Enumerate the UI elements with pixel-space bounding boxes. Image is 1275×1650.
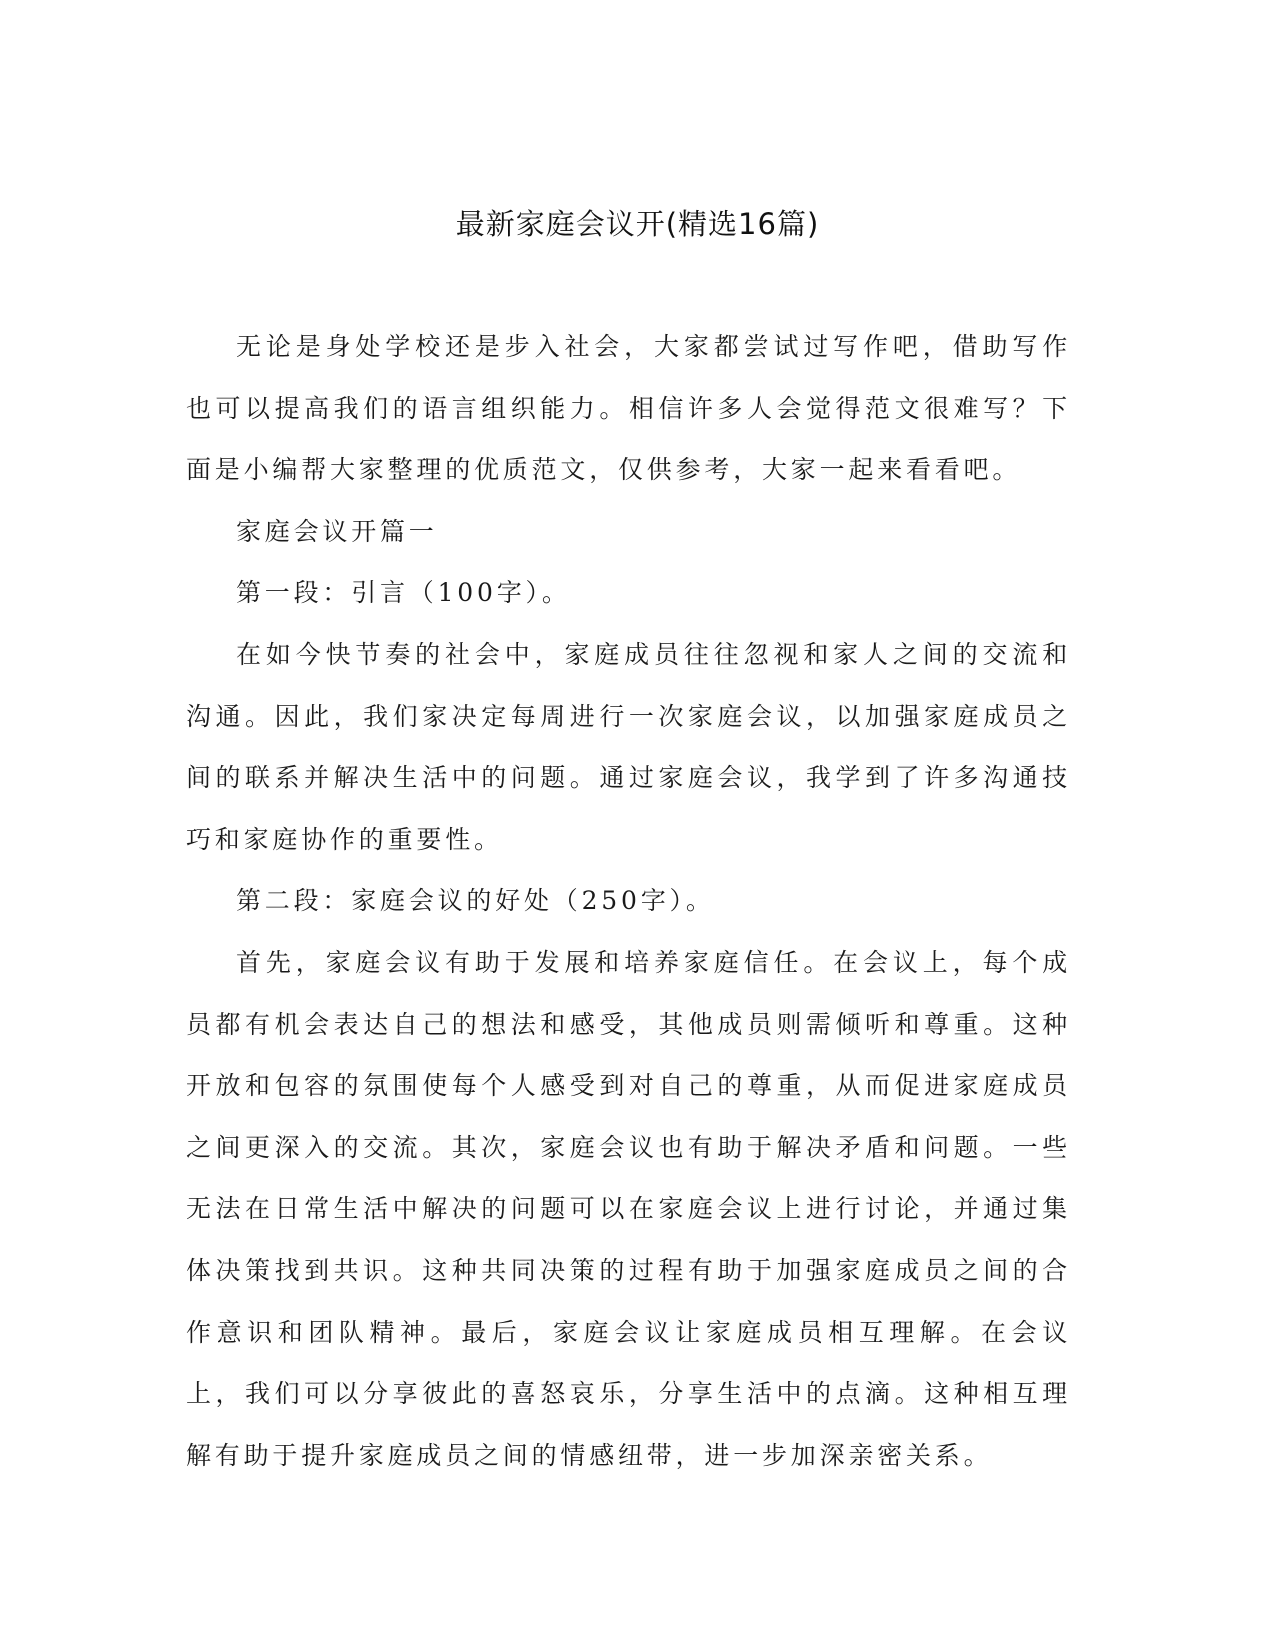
section-heading-part-two: 第二段：家庭会议的好处（250字）。 <box>236 886 715 916</box>
document-title: 最新家庭会议开(精选16篇) <box>455 207 820 241</box>
intro-paragraph: 无论是身处学校还是步入社会，大家都尝试过写作吧，借助写作也可以提高我们的语言组织能力。相信许多人会觉得范文很难写？下面是小编帮大家整理的优质范文，仅供参考，大家一起来看看吧。 <box>186 332 1071 485</box>
document-body <box>186 316 1071 1486</box>
section-heading-part-one: 第一段：引言（100字）。 <box>236 578 571 608</box>
section-heading-article-one: 家庭会议开篇一 <box>236 516 438 546</box>
body-paragraph-part-two: 首先，家庭会议有助于发展和培养家庭信任。在会议上，每个成员都有机会表达自己的想法和感受，其他成员则需倾听和尊重。这种开放和包容的氛围使每个人感受到对自己的尊重，从而促进家庭成员之间更深入的交流。其次，家庭会议也有助于解决矛盾和问题。一些无法在日常生活中解决的问题可以在家庭会议上进行讨论，并通过集体决策找到共识。这种共同决策的过程有助于加强家庭成员之间的合作意识和团队精神。最后，家庭会议让家庭成员相互理解。在会议上，我们可以分享彼此的喜怒哀乐，分享生活中的点滴。这种相互理解有助于提升家庭成员之间的情感纽带，进一步加深亲密关系。 <box>186 947 1071 1470</box>
body-paragraph-part-one: 在如今快节奏的社会中，家庭成员往往忽视和家人之间的交流和沟通。因此，我们家决定每周进行一次家庭会议，以加强家庭成员之间的联系并解决生活中的问题。通过家庭会议，我学到了许多沟通技巧和家庭协作的重要性。 <box>186 639 1071 854</box>
